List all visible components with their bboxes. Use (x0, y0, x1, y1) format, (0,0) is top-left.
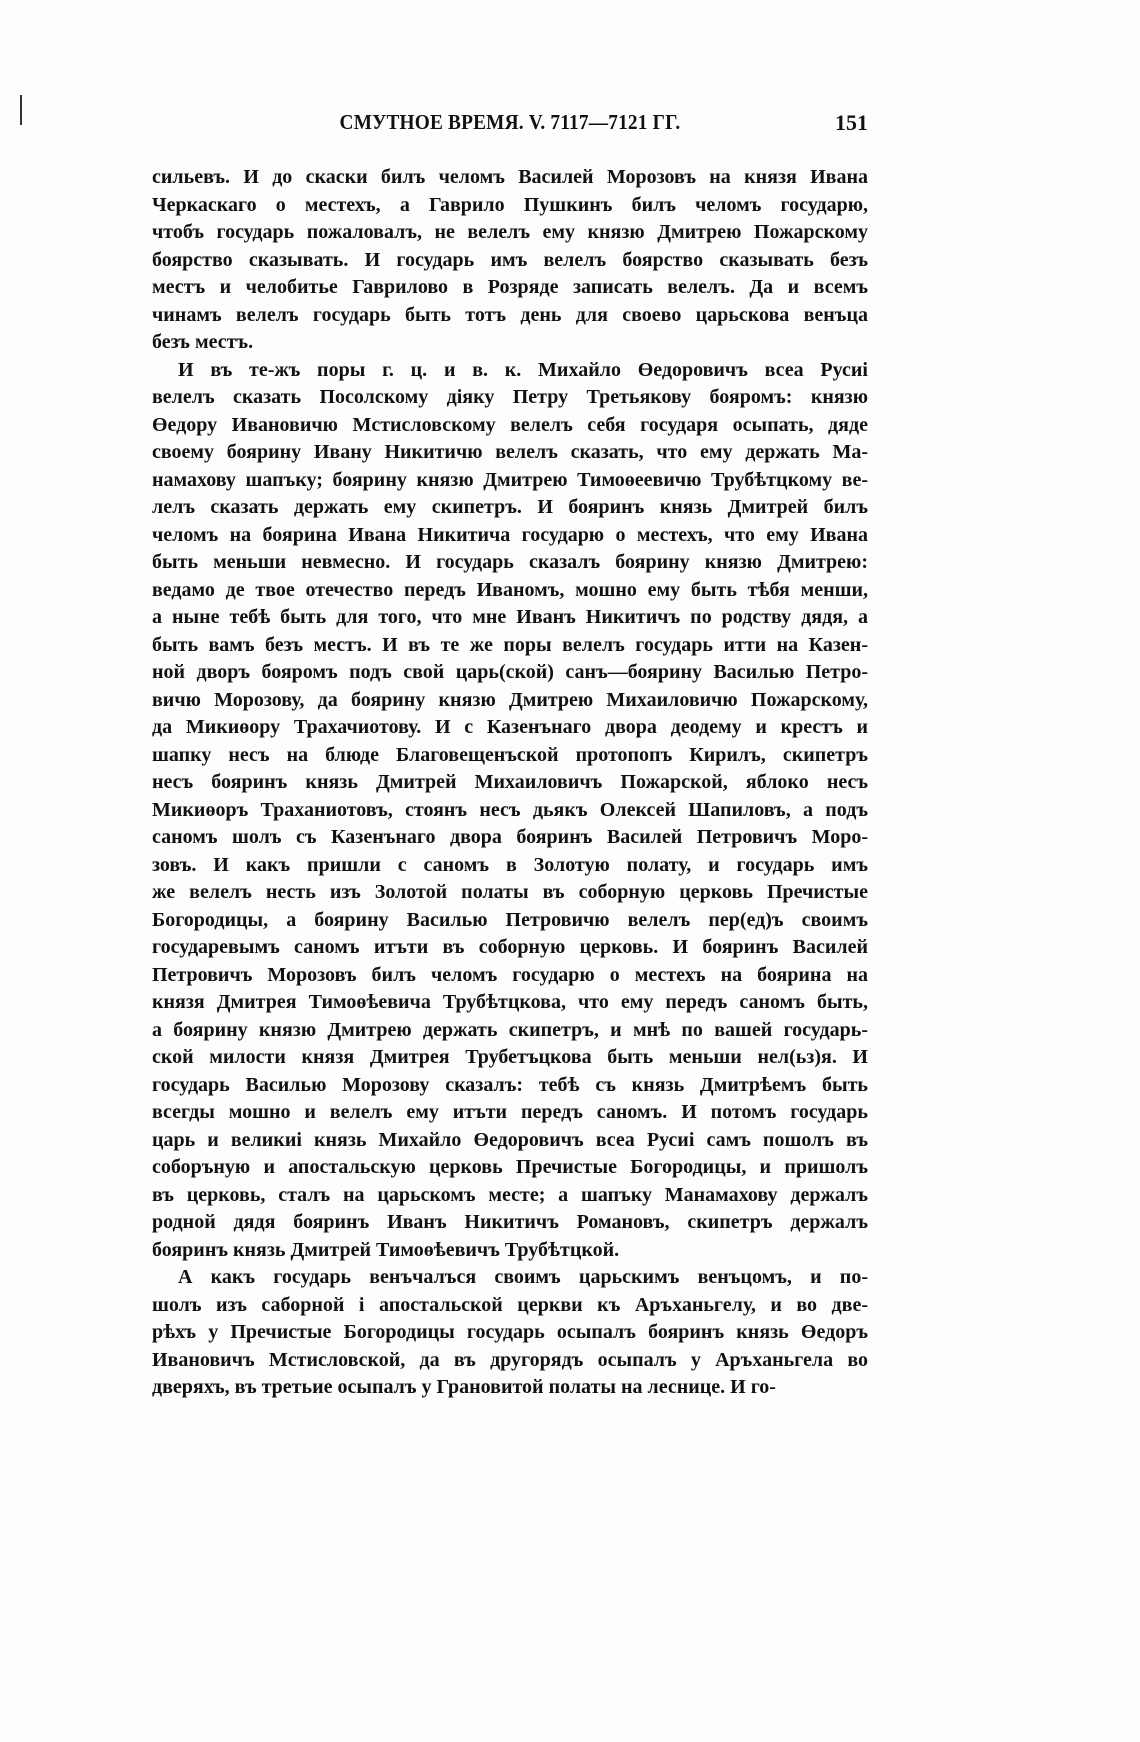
text-line: саномъ шолъ съ Казенънаго двора бояринъ Василей Петровичъ Моро- (152, 826, 868, 848)
text-line: А какъ государь венъчалъся своимъ царьскимъ венъцомъ, и по- (178, 1266, 868, 1288)
text-line: вичю Морозову, да боярину князю Дмитрею Михаиловичю Пожарскому, (152, 688, 868, 711)
text-line: въ церковь, сталъ на царьскомъ месте; а шапъку Манамахову держалъ (152, 1183, 868, 1206)
margin-mark (20, 95, 22, 125)
text-line: челомъ на боярина Ивана Никитича государю о местехъ, что ему Ивана (152, 523, 868, 546)
text-line: чинамъ велелъ государь быть тотъ день для своево царьскова венъца (152, 303, 868, 326)
text-line: местъ и челобитье Гаврилово в Розряде записать велелъ. Да и всемъ (152, 276, 868, 298)
text-line: же велелъ несть изъ Золотой полаты въ соборную церковь Пречистые (152, 881, 868, 903)
text-line: безъ местъ. (152, 331, 254, 353)
text-line: ской милости князя Дмитрея Трубетъцкова быть меньши нел(ьз)я. И (152, 1046, 868, 1068)
text-line: чтобъ государь пожаловалъ, не велелъ ему князю Дмитрею Пожарскому (152, 221, 868, 243)
text-line: государь Василью Морозову сказалъ: тебѣ съ князь Дмитрѣемъ быть (152, 1073, 868, 1096)
text-line: князя Дмитрея Тимоөѣевича Трубѣтцкова, что ему передъ саномъ быть, (152, 991, 868, 1013)
text-line: шолъ изъ саборной і апостальской церкви къ Аръханьгелу, и во две- (152, 1293, 868, 1316)
text-line: всегды мошно и велелъ ему итъти передъ саномъ. И потомъ государь (152, 1101, 868, 1123)
running-title: СМУТНОЕ ВРЕМЯ. V. 7117—7121 ГГ. (339, 110, 681, 134)
text-line: ной дворъ бояромъ подъ свой царь(ской) санъ—боярину Василью Петро- (152, 661, 868, 683)
text-line: Ивановичъ Мстисловской, да въ другорядъ осыпалъ у Аръханьгела во (152, 1348, 868, 1371)
text-line: зовъ. И какъ пришли с саномъ в Золотую полату, и государь имъ (152, 853, 868, 876)
text-line: велелъ сказать Посолскому дiяку Петру Третьякову бояромъ: князю (152, 386, 868, 408)
text-line: намахову шапъку; боярину князю Дмитрею Тимоөеевичю Трубѣтцкому ве- (152, 468, 868, 491)
text-line: да Микиөору Трахачиотову. И с Казенънаго двора деодему и крестъ и (152, 716, 868, 738)
text-line: бояринъ князь Дмитрей Тимоөѣевичъ Трубѣтцкой. (152, 1238, 620, 1261)
text-line: быть меньши невмесно. И государь сказалъ боярину князю Дмитрею: (152, 551, 868, 573)
page-header (152, 110, 868, 140)
page-number: 151 (835, 110, 868, 135)
text-line: царь и великиі князь Михайло Өедоровичъ всеа Русиі самъ пошолъ въ (152, 1128, 868, 1151)
text-line: несъ бояринъ князь Дмитрей Михаиловичъ Пожарской, яблоко несъ (152, 771, 868, 793)
text-line: И въ те-жъ поры г. ц. и в. к. Михайло Өедоровичъ всеа Русиі (178, 358, 868, 381)
text-line: шапку несъ на блюде Благовещенъской протопопъ Кирилъ, скипетръ (152, 743, 868, 766)
text-line: Черкаскаго о местехъ, а Гаврило Пушкинъ билъ челомъ государю, (152, 193, 868, 216)
text-line: своему боярину Ивану Никитичю велелъ сказать, что ему держать Ма- (152, 441, 868, 463)
text-line: ведамо де твое отечество передъ Иваномъ, мошно ему быть тѣбя менши, (152, 578, 868, 601)
paragraph (152, 164, 868, 357)
text-line: государевымъ саномъ итъти въ соборную церковь. И бояринъ Василей (152, 936, 868, 958)
text-line: дверяхъ, въ третьие осыпалъ у Грановитой полаты на леснице. И го- (152, 1376, 776, 1398)
text-line: Микиөоръ Траханиотовъ, стоянъ несъ дьякъ Олексей Шапиловъ, а подъ (152, 798, 868, 821)
text-line: родной дядя бояринъ Иванъ Никитичъ Романовъ, скипетръ держалъ (152, 1211, 868, 1233)
text-line: а боярину князю Дмитрею держать скипетръ, и мнѣ по вашей государь- (152, 1018, 868, 1041)
paragraph (152, 1264, 868, 1402)
text-line: Өедору Ивановичю Мстисловскому велелъ себя государя осыпать, дяде (152, 413, 868, 436)
text-line: Богородицы, а боярину Василью Петровичю велелъ пер(ед)ъ своимъ (152, 908, 868, 931)
text-line: а ныне тебѣ быть для того, что мне Иванъ Никитичъ по родству дядя, а (152, 606, 868, 628)
text-line: боярство сказывать. И государь имъ велелъ боярство сказывать безъ (152, 248, 868, 271)
text-line: лелъ сказать держать ему скипетръ. И бояринъ князь Дмитрей билъ (152, 496, 868, 518)
text-line: быть вамъ безъ местъ. И въ те же поры велелъ государь итти на Казен- (152, 633, 868, 656)
text-line: сильевъ. И до скаски билъ челомъ Василей Морозовъ на князя Ивана (152, 166, 868, 188)
body-text (152, 164, 868, 1402)
text-line: соборъную и апостальскую церковь Пречистые Богородицы, и пришолъ (152, 1156, 868, 1178)
paragraph (152, 357, 868, 1265)
text-line: Петровичъ Морозовъ билъ челомъ государю о местехъ на боярина на (152, 963, 868, 986)
text-line: рѣхъ у Пречистые Богородицы государь осыпалъ бояринъ князь Өедоръ (152, 1321, 868, 1343)
